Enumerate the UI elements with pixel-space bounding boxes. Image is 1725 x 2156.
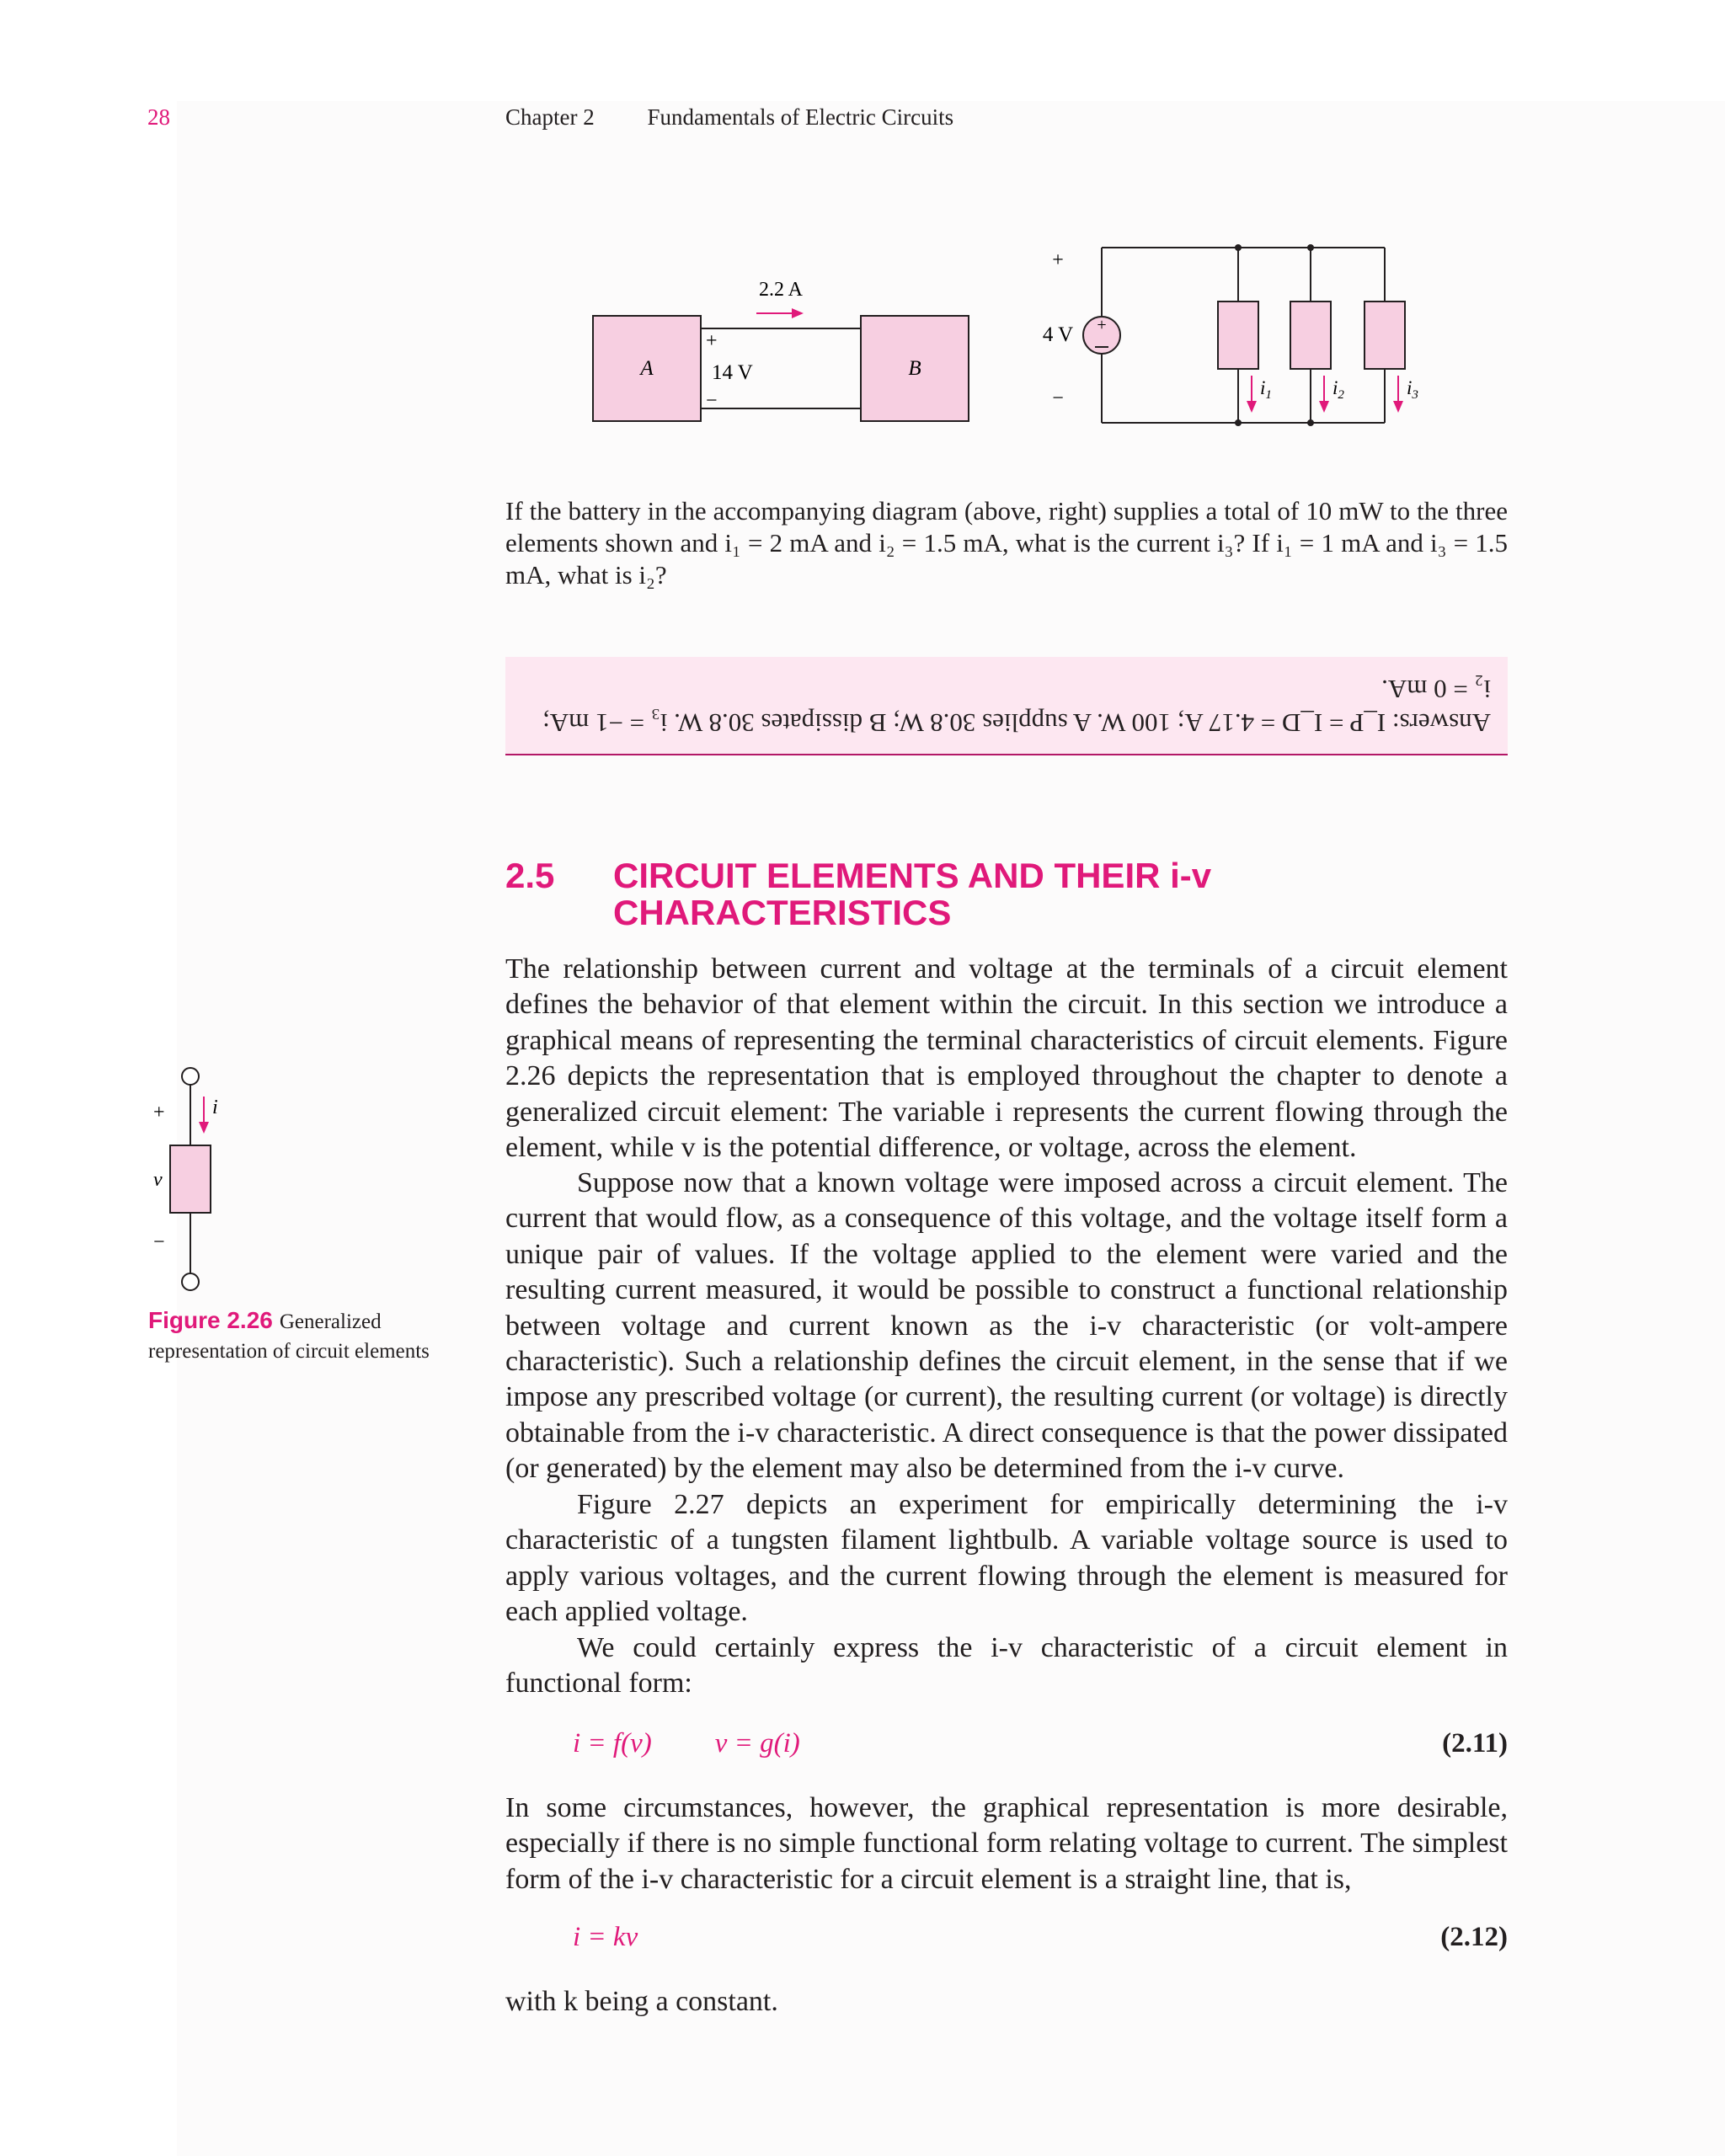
running-header xyxy=(505,104,953,131)
svg-text:+: + xyxy=(1097,316,1107,334)
body-paragraph-2: Suppose now that a known voltage were imposed across a circuit element. The current that would flow, as a consequence of this voltage, and the voltage itself form a unique pair of values. If the voltage applied to the element were varied and the resulting current measured, it would be possible to construct a functional relationship between voltage and current known as the i-v characteristic (or volt-ampere characteristic). Such a relationship defines the circuit element, in the sense that if we impose any prescribed voltage (or current), the resulting current (or voltage) is directly obtainable from the i-v characteristic. A direct consequence is that the power dissipated (or generated) by the element may also be determined from the i-v curve. xyxy=(505,1167,1508,1485)
box-a-label: A xyxy=(640,357,654,380)
generalized-element xyxy=(170,1145,211,1213)
label-i1: $i_1$ xyxy=(1260,377,1272,402)
equation-2-12 xyxy=(573,1922,1508,1953)
section-title-line2: CHARACTERISTICS xyxy=(613,893,952,932)
element-2 xyxy=(1290,302,1331,369)
source-voltage-label: 4 V xyxy=(1042,323,1074,346)
figure-caption xyxy=(148,1305,451,1366)
voltage-label: v xyxy=(153,1169,163,1191)
current-label: i xyxy=(212,1097,218,1118)
minus-sign: − xyxy=(153,1231,165,1253)
figure-caption-text: Generalized representation of circuit elements xyxy=(148,1310,430,1363)
body-paragraph-1: The relationship between current and voltage at the terminals of a circuit element defines the behavior of that element within the circuit. In this section we introduce a graphical means of representing the terminal characteristics of circuit elements. Figure 2.26 depicts the representation that is employed throughout the chapter to denote a generalized circuit element: The variable i represents the current flowing through the element, while v is the potential difference, or voltage, across the element. xyxy=(505,953,1508,1164)
current-arrow xyxy=(199,1122,209,1134)
equation-number: (2.12) xyxy=(1440,1922,1508,1952)
body-paragraph-4: We could certainly express the i-v characteristic of a circuit element in functional form: xyxy=(505,1632,1508,1700)
body-paragraph-6: with k being a constant. xyxy=(505,1986,778,2017)
plus-sign: + xyxy=(1052,249,1064,271)
equation-2-12-lhs: i = kv xyxy=(573,1922,638,1952)
current-arrow xyxy=(792,308,804,318)
arrow-i3 xyxy=(1393,401,1403,413)
diagram-a-b xyxy=(581,270,985,438)
diagram-battery-circuit xyxy=(1028,236,1449,438)
element-3 xyxy=(1365,302,1405,369)
section-number: 2.5 xyxy=(505,856,555,895)
equation-2-11-lhs: i = f(v) xyxy=(573,1728,652,1758)
body-paragraph-3: Figure 2.27 depicts an experiment for empirically determining the i-v characteristic of a tungsten filament lightbulb. A variable voltage source is used to apply various voltages, and the current flowing through the element is measured for each applied voltage. xyxy=(505,1489,1508,1628)
answers-box xyxy=(505,657,1508,755)
page-number: 28 xyxy=(147,104,170,130)
voltage-label: 14 V xyxy=(712,361,753,384)
body-paragraph-5: In some circumstances, however, the graphical representation is more desirable, especially if there is no simple functional form relating voltage to current. The simplest form of the i-v characteristic for a circuit element is a straight line, that is, xyxy=(505,1792,1508,1895)
minus-sign: − xyxy=(1052,387,1064,409)
equation-2-11 xyxy=(573,1728,1508,1759)
equation-number: (2.11) xyxy=(1442,1728,1508,1758)
label-i3: $i_3$ xyxy=(1407,377,1418,402)
chapter-title: Fundamentals of Electric Circuits xyxy=(647,104,954,130)
plus-sign: + xyxy=(706,330,718,352)
arrow-i1 xyxy=(1247,401,1257,413)
minus-sign: − xyxy=(706,390,718,412)
label-i2: $i_2$ xyxy=(1332,377,1344,402)
answers-text: Answers: I_P = I_D = 4.17 A; 100 W. A supplies 30.8 W; B dissipates 30.8 W. i₃ = −1 mA; i₂ = 0 mA. xyxy=(542,675,1491,738)
section-title-line1: CIRCUIT ELEMENTS AND THEIR i-v xyxy=(613,856,1212,895)
chapter-label: Chapter 2 xyxy=(505,104,595,130)
arrow-i2 xyxy=(1319,401,1329,413)
box-b-label: B xyxy=(908,357,921,380)
question-text: If the battery in the accompanying diagram (above, right) supplies a total of 10 mW to the three elements shown and i₁ = 2 mA and i₂ = 1.5 mA, what is the current i₃? If i₁ = 1 mA and i₃ = 1.5 mA, what is i₂? xyxy=(505,496,1508,590)
current-label: 2.2 A xyxy=(758,279,804,301)
figure-label: Figure 2.26 xyxy=(148,1307,273,1333)
equation-2-11-rhs: v = g(i) xyxy=(714,1728,800,1758)
plus-sign: + xyxy=(153,1102,165,1123)
figure-2-26-diagram xyxy=(143,1061,244,1297)
element-1 xyxy=(1218,302,1258,369)
